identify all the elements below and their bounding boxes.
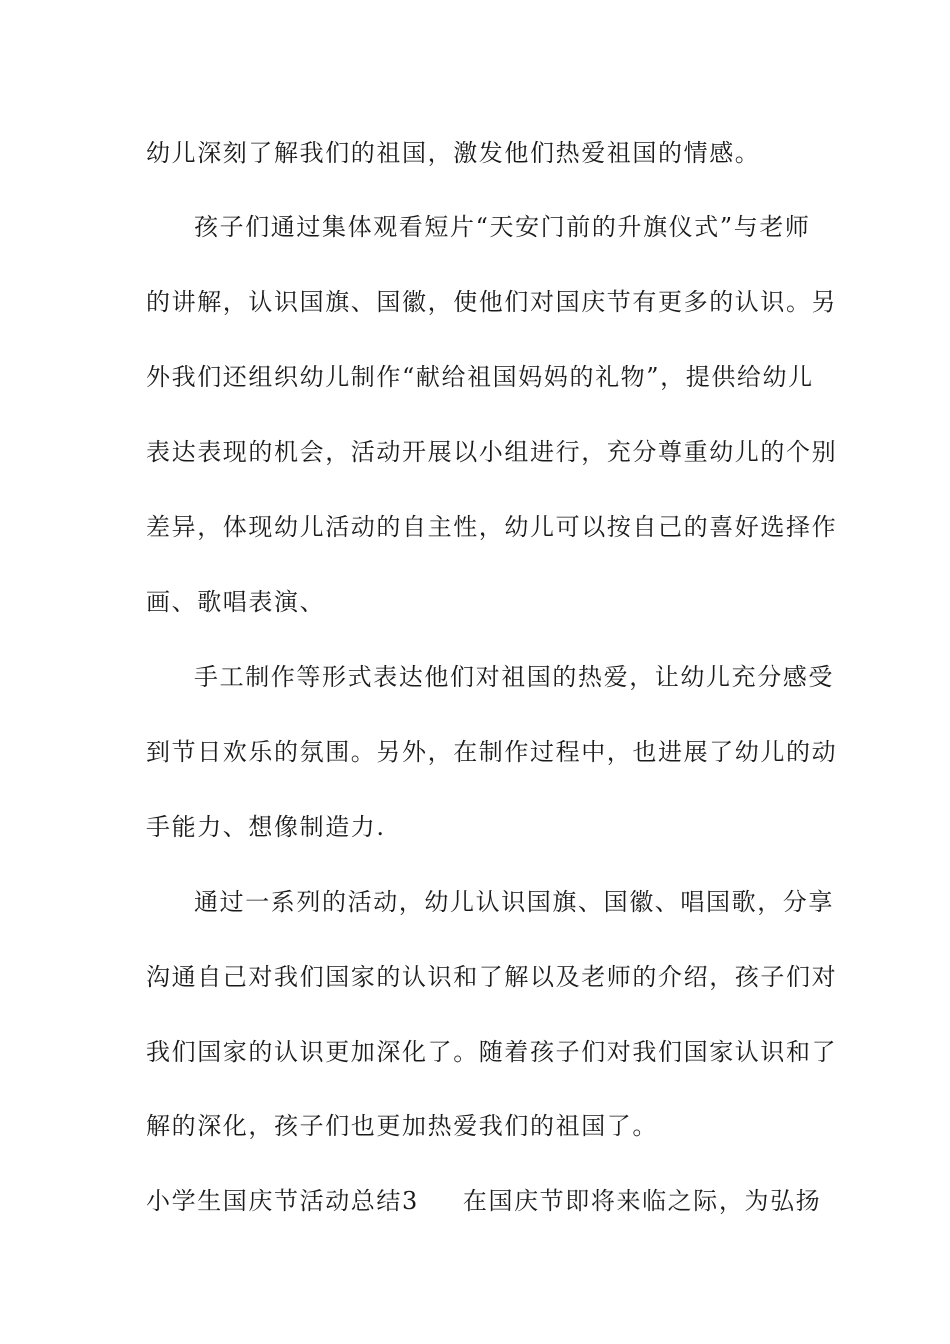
text-line: 到节日欢乐的氛围。另外，在制作过程中，也进展了幼儿的动 xyxy=(146,738,838,766)
section-heading-row xyxy=(146,1186,822,1216)
paragraph-start-line: 手工制作等形式表达他们对祖国的热爱，让幼儿充分感受 xyxy=(194,663,834,691)
text-line: 表达表现的机会，活动开展以小组进行，充分尊重幼儿的个别 xyxy=(146,438,838,466)
text-line: 的讲解，认识国旗、国徽，使他们对国庆节有更多的认识。另 xyxy=(146,288,838,316)
text-line: 外我们还组织幼儿制作“献给祖国妈妈的礼物”，提供给幼儿 xyxy=(146,363,814,391)
text-line: 手能力、想像制造力. xyxy=(146,813,386,841)
text-line: 幼儿深刻了解我们的祖国，激发他们热爱祖国的情感。 xyxy=(146,139,761,167)
text-line: 画、歌唱表演、 xyxy=(146,588,326,616)
section-first-line: 在国庆节即将来临之际，为弘扬 xyxy=(462,1187,822,1215)
section-heading: 小学生国庆节活动总结3 xyxy=(146,1187,419,1215)
text-line: 沟通自己对我们国家的认识和了解以及老师的介绍，孩子们对 xyxy=(146,963,838,991)
text-line: 我们国家的认识更加深化了。随着孩子们对我们国家认识和了 xyxy=(146,1038,838,1066)
text-line: 解的深化，孩子们也更加热爱我们的祖国了。 xyxy=(146,1112,658,1140)
paragraph-start-line: 通过一系列的活动，幼儿认识国旗、国徽、唱国歌，分享 xyxy=(194,888,834,916)
text-line: 差异，体现幼儿活动的自主性，幼儿可以按自己的喜好选择作 xyxy=(146,513,838,541)
paragraph-start-line: 孩子们通过集体观看短片“天安门前的升旗仪式”与老师 xyxy=(194,213,811,241)
